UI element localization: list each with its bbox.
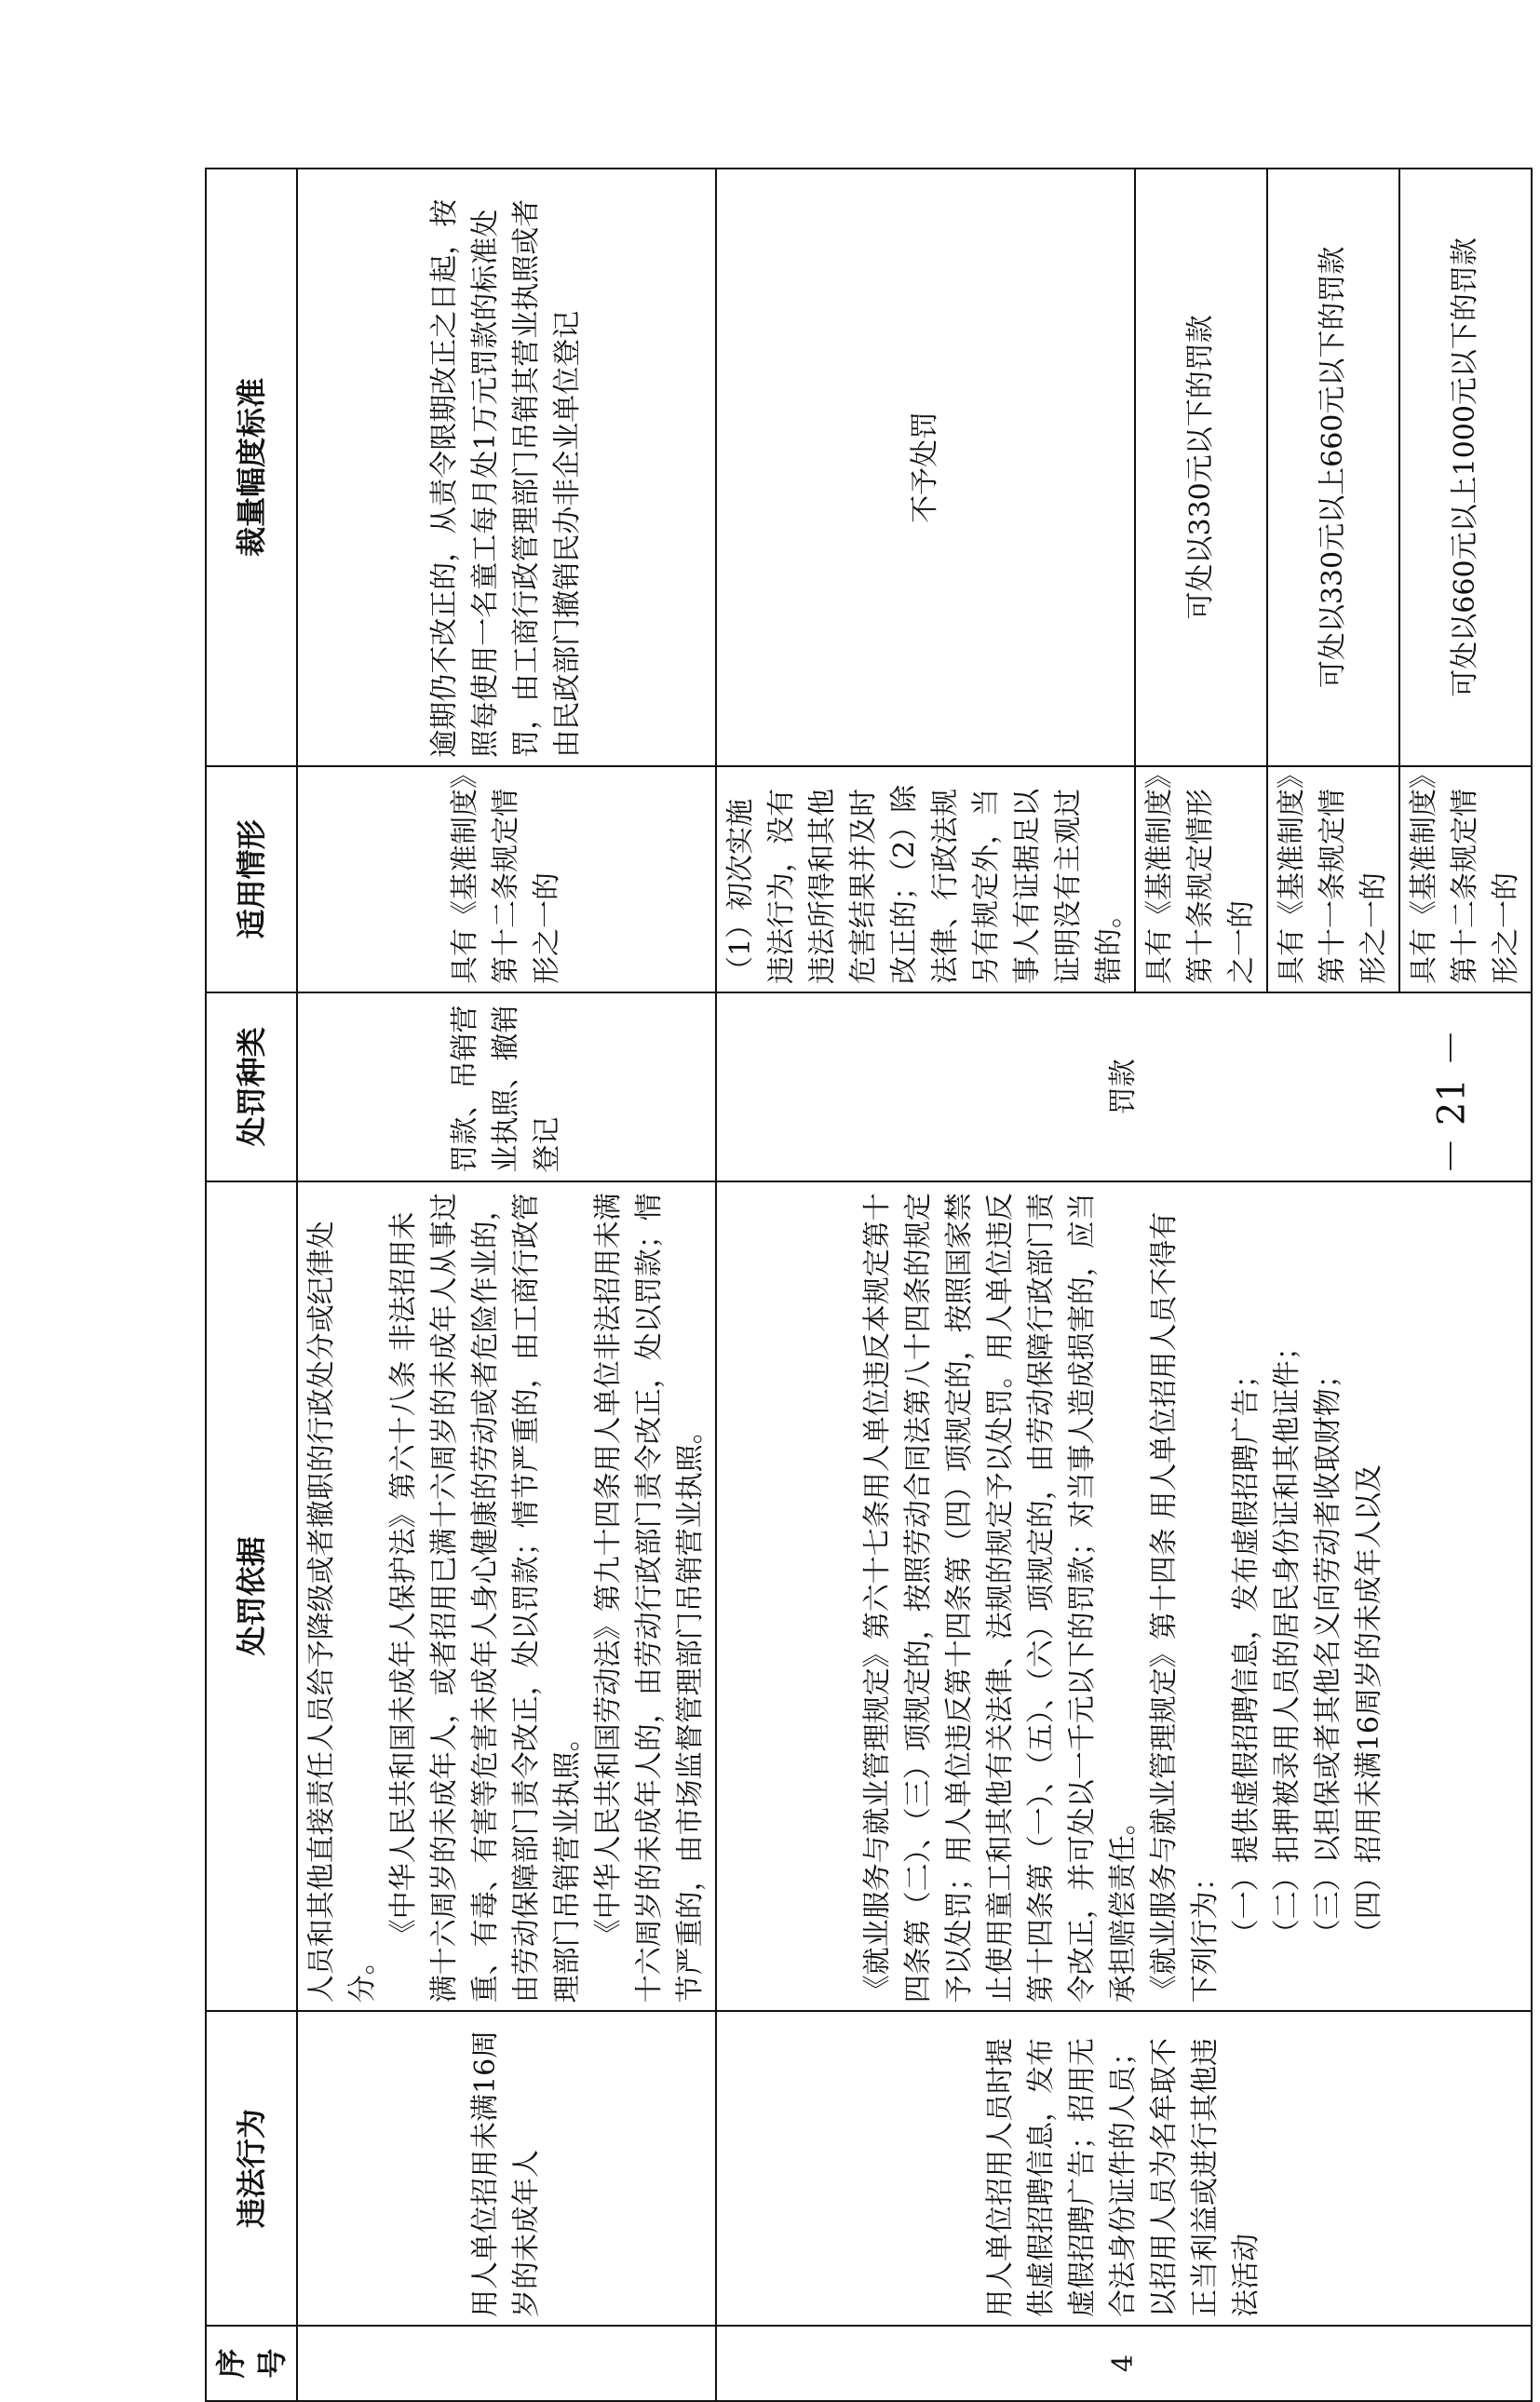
header-scenario: 适用情形 (206, 766, 297, 992)
basis-paragraph: 《就业服务与就业管理规定》第十四条 用人单位招用人员不得有下列行为： (1148, 1211, 1222, 2004)
type-cell: 罚款 (716, 992, 1532, 1181)
header-row (206, 169, 297, 2401)
standard-cell: 可处以330元以上660元以下的罚款 (1267, 169, 1399, 766)
standard-cell: 逾期仍不改正的，从责令限期改正之日起，按照每使用一名童工每月处1万元罚款的标准处罚，由工商行政管理部门吊销其营业执照或者由民政部门撤销民办非企业单位登记 (297, 169, 716, 766)
basis-paragraph: 《就业服务与就业管理规定》第六十七条用人单位违反本规定第十四条第（二）、（三）项规定的，按照劳动合同法第八十四条的规定予以处罚；用人单位违反第十四条第（四）项规定的，按照国家禁止使用童工和其他有关法律、法规的规定予以处罚。用人单位违反第十四条第（一）、（五）、（六）项规定的，由劳动保障行政部门责令改正，并可处以一千元以下的罚款；对当事人造成损害的，应当承担赔偿责任。 (861, 1193, 1140, 2004)
basis-paragraph: 《中华人民共和国劳动法》第九十四条用人单位非法招用未满十六周岁的未成年人的，由劳动行政部门责令改正，处以罚款；情节严重的，由市场监督管理部门吊销营业执照。 (592, 1193, 707, 2004)
basis-cell (716, 1181, 1532, 2012)
basis-list-item: （二）扣押被录用人员的居民身份证和其他证件； (1271, 1332, 1304, 1948)
basis-paragraph: 《中华人民共和国未成年人保护法》第六十八条 非法招用未满十六周岁的未成年人，或者招用已满十六周岁的未成年人从事过重、有毒、有害等危害未成年人身心健康的劳动或者危险作业的，由劳动保障部门责令改正，处以罚款；情节严重的，由工商行政管理部门吊销营业执照。 (387, 1193, 584, 2004)
table-row (297, 169, 716, 2401)
basis-paragraph: 人员和其他直接责任人员给予降级或者撤职的行政处分或纪律处分。 (305, 1221, 379, 2004)
header-violation: 违法行为 (206, 2011, 297, 2326)
violation-cell: 用人单位招用未满16周岁的未成年人 (297, 2011, 716, 2326)
standard-cell: 可处以660元以上1000元以下的罚款 (1399, 169, 1532, 766)
header-standard: 裁量幅度标准 (206, 169, 297, 766)
header-seq: 序号 (206, 2326, 297, 2401)
basis-list-item: （一）提供虚假招聘信息，发布虚假招聘广告； (1230, 1360, 1263, 1948)
seq-cell: 4 (716, 2326, 1532, 2401)
seq-cell (297, 2326, 716, 2401)
basis-list-item: （四）招用未满16周岁的未成年人以及 (1353, 1464, 1385, 1948)
scenario-cell: 具有《基准制度》第十一条规定情形之一的 (1267, 766, 1399, 992)
header-type: 处罚种类 (206, 992, 297, 1181)
header-basis: 处罚依据 (206, 1181, 297, 2012)
basis-cell (297, 1181, 716, 2012)
penalty-table (205, 168, 1533, 2402)
type-cell: 罚款、吊销营业执照、撤销登记 (297, 992, 716, 1181)
scenario-cell: （1）初次实施违法行为，没有违法所得和其他危害结果并及时改正的；（2）除法律、行政法规另有规定外，当事人有证据足以证明没有主观过错的。 (716, 766, 1135, 992)
scenario-cell: 具有《基准制度》第十二条规定情形之一的 (1399, 766, 1532, 992)
standard-cell: 不予处罚 (716, 169, 1135, 766)
scenario-cell: 具有《基准制度》第十二条规定情形之一的 (297, 766, 716, 992)
page-number: － 21 － (1430, 1029, 1474, 1175)
standard-cell: 可处以330元以下的罚款 (1135, 169, 1267, 766)
scenario-cell: 具有《基准制度》第十条规定情形之一的 (1135, 766, 1267, 992)
table-row (716, 169, 1135, 2401)
basis-list-item: （三）以担保或者其他名义向劳动者收取财物； (1312, 1360, 1344, 1948)
violation-cell: 用人单位招用人员时提供虚假招聘信息，发布虚假招聘广告；招用无合法身份证件的人员；以招用人员为名牟取不正当利益或进行其他违法活动 (716, 2011, 1532, 2326)
